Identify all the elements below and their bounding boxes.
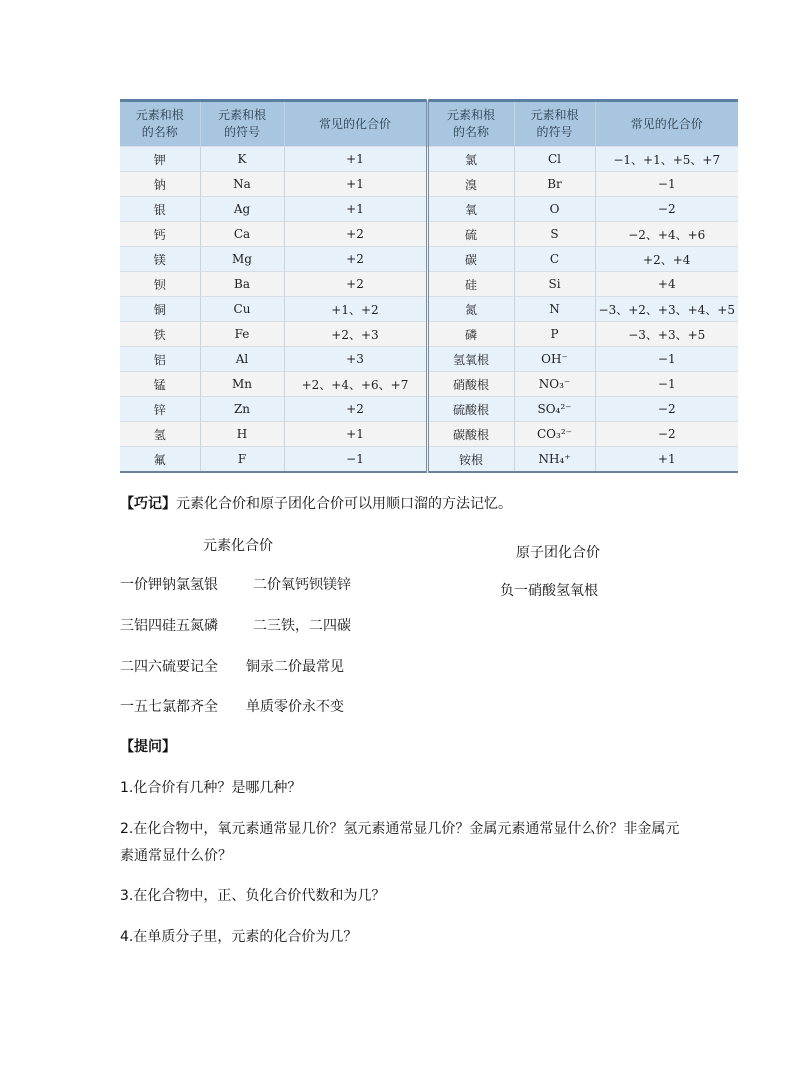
element-name-cell: 钠 [120,172,200,197]
mnemonic-line: 一五七氯都齐全 [120,699,218,715]
valence-cell: +4 [595,272,738,297]
element-symbol-cell: SO₄²⁻ [514,397,595,422]
table-row [120,272,738,297]
element-name-cell: 氢氧根 [427,347,514,372]
header-label: 元素和根 的名称 [135,108,184,139]
valence-cell: +1 [284,147,427,172]
element-symbol-cell: Cu [200,297,284,322]
element-symbol-cell: S [514,222,595,247]
questions-label: 【提问】 [120,739,176,755]
valence-cell: +2、+3 [284,322,427,347]
element-symbol-cell: CO₃²⁻ [514,422,595,447]
element-name-cell: 铜 [120,297,200,322]
element-symbol-cell: Zn [200,397,284,422]
element-name-cell: 碳 [427,247,514,272]
element-symbol-cell: N [514,297,595,322]
element-symbol-cell: C [514,247,595,272]
valence-cell: −3、+3、+5 [595,322,738,347]
header-name-right [427,101,514,147]
mnemonic-line: 一价钾钠氯氢银 [120,577,218,593]
element-symbol-cell: Al [200,347,284,372]
element-name-cell: 铝 [120,347,200,372]
element-symbol-cell: Fe [200,322,284,347]
table-row [120,172,738,197]
element-name-cell: 氢 [120,422,200,447]
header-label: 元素和根 的符号 [217,108,266,139]
element-symbol-cell: Si [514,272,595,297]
element-symbol-cell: OH⁻ [514,347,595,372]
valence-cell: −2、+4、+6 [595,222,738,247]
header-valence-right [595,101,738,147]
tip-label: 【巧记】 [120,496,176,512]
element-name-cell: 碳酸根 [427,422,514,447]
element-symbol-cell: Ba [200,272,284,297]
table-body [120,147,738,473]
element-name-cell: 锰 [120,372,200,397]
element-name-cell: 镁 [120,247,200,272]
valence-cell: +1、+2 [284,297,427,322]
question-item: 1.化合价有几种？是哪几种？ [120,780,302,796]
valence-cell: +2 [284,272,427,297]
element-name-cell: 硅 [427,272,514,297]
header-label: 常见的化合价 [318,116,391,131]
tip-line [120,494,512,514]
question-item: 2.在化合物中，氧元素通常显几价？氢元素通常显几价？金属元素通常显什么价？非金属元 [120,821,680,837]
mnemonic-line: 三铝四硅五氮磷 [120,618,218,634]
valence-cell: +1 [595,447,738,473]
element-name-cell: 铁 [120,322,200,347]
valence-cell: +2 [284,397,427,422]
element-symbol-cell: P [514,322,595,347]
element-name-cell: 氮 [427,297,514,322]
element-symbol-cell: Mg [200,247,284,272]
element-valence-title: 元素化合价 [203,538,273,554]
table-row [120,397,738,422]
element-symbol-cell: Na [200,172,284,197]
group-valence-title: 原子团化合价 [516,545,600,561]
table-row [120,297,738,322]
group-mnemonic-line: 负一硝酸氢氧根 [500,583,598,599]
mnemonic-line: 二价氧钙钡镁锌 [253,577,351,593]
valence-cell: −2 [595,397,738,422]
element-name-cell: 氯 [427,147,514,172]
table-row [120,447,738,473]
valence-cell: −1 [595,172,738,197]
valence-cell: −1 [595,372,738,397]
element-name-cell: 溴 [427,172,514,197]
element-symbol-cell: O [514,197,595,222]
valence-table [120,99,738,473]
element-symbol-cell: Ca [200,222,284,247]
valence-cell: +2、+4、+6、+7 [284,372,427,397]
element-name-cell: 硫酸根 [427,397,514,422]
table-header-row [120,101,738,147]
valence-cell: +2 [284,222,427,247]
element-symbol-cell: F [200,447,284,473]
element-name-cell: 银 [120,197,200,222]
header-symbol-right [514,101,595,147]
table-row [120,347,738,372]
valence-cell: +3 [284,347,427,372]
valence-cell: +1 [284,197,427,222]
element-name-cell: 钡 [120,272,200,297]
element-symbol-cell: K [200,147,284,172]
element-name-cell: 铵根 [427,447,514,473]
header-valence-left [284,101,427,147]
element-symbol-cell: Ag [200,197,284,222]
element-symbol-cell: Mn [200,372,284,397]
tip-text: 元素化合价和原子团化合价可以用顺口溜的方法记忆。 [176,496,512,512]
header-label: 元素和根 的符号 [530,108,579,139]
element-name-cell: 硝酸根 [427,372,514,397]
header-name-left [120,101,200,147]
question-item: 3.在化合物中，正、负化合价代数和为几？ [120,888,386,904]
element-name-cell: 氟 [120,447,200,473]
valence-cell: −2 [595,197,738,222]
element-symbol-cell: Br [514,172,595,197]
element-name-cell: 氧 [427,197,514,222]
mnemonic-line: 铜汞二价最常见 [246,659,344,675]
element-symbol-cell: Cl [514,147,595,172]
element-symbol-cell: H [200,422,284,447]
table-row [120,147,738,172]
header-label: 常见的化合价 [630,116,703,131]
element-name-cell: 锌 [120,397,200,422]
valence-cell: +2、+4 [595,247,738,272]
table-row [120,322,738,347]
table-row [120,372,738,397]
valence-cell: −1 [595,347,738,372]
element-name-cell: 钾 [120,147,200,172]
table-row [120,422,738,447]
table-row [120,247,738,272]
valence-cell: −1 [284,447,427,473]
table-row [120,197,738,222]
question-item: 4.在单质分子里，元素的化合价为几？ [120,929,358,945]
element-symbol-cell: NO₃⁻ [514,372,595,397]
element-name-cell: 钙 [120,222,200,247]
mnemonic-line: 二三铁，二四碳 [253,618,351,634]
mnemonic-line: 二四六硫要记全 [120,659,218,675]
valence-cell: −1、+1、+5、+7 [595,147,738,172]
valence-cell: −3、+2、+3、+4、+5 [595,297,738,322]
mnemonic-line: 单质零价永不变 [246,699,344,715]
header-symbol-left [200,101,284,147]
valence-cell: +2 [284,247,427,272]
header-label: 元素和根 的名称 [446,108,495,139]
table-row [120,222,738,247]
valence-cell: −2 [595,422,738,447]
valence-cell: +1 [284,422,427,447]
element-symbol-cell: NH₄⁺ [514,447,595,473]
question-item-continued: 素通常显什么价？ [120,848,232,864]
valence-cell: +1 [284,172,427,197]
element-name-cell: 磷 [427,322,514,347]
element-name-cell: 硫 [427,222,514,247]
